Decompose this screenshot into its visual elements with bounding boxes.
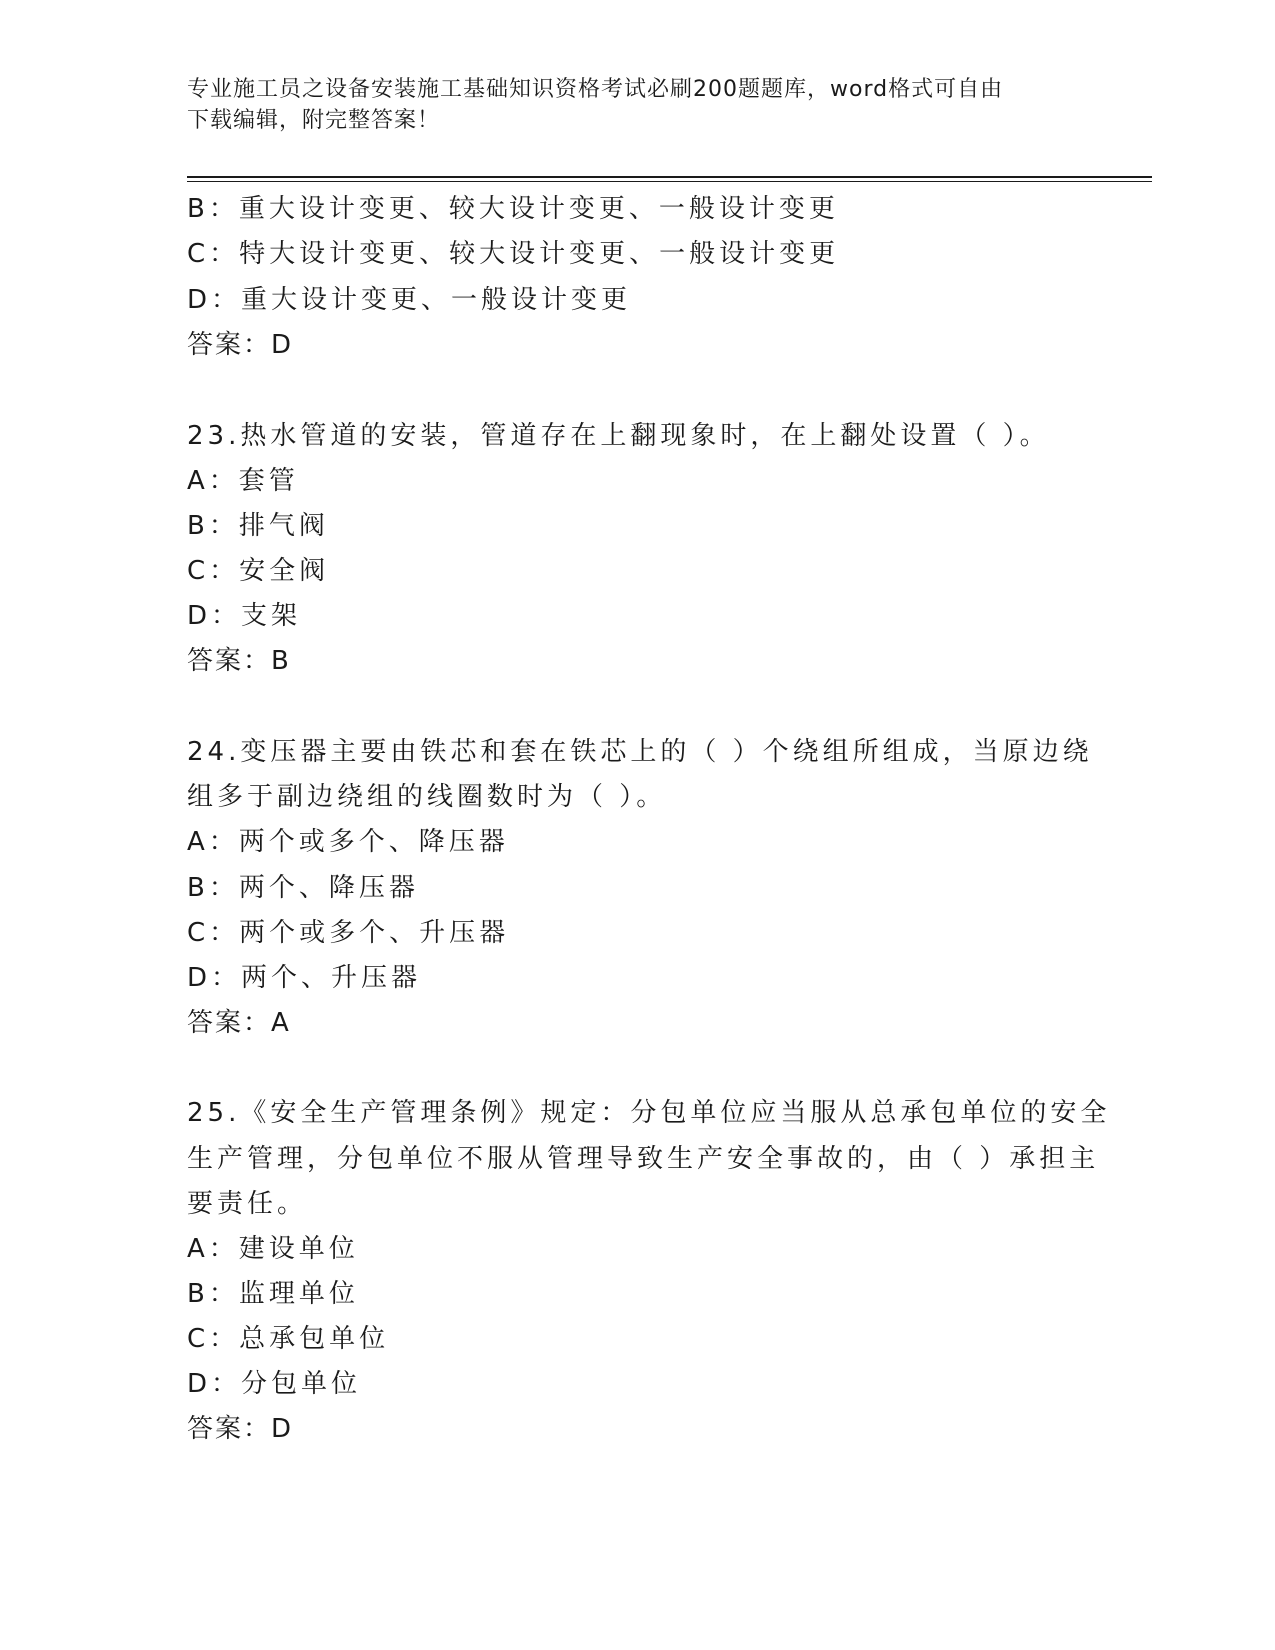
q22-option-b: B：重大设计变更、较大设计变更、一般设计变更 [187, 194, 839, 224]
q23-option-b: B：排气阀 [187, 511, 329, 541]
header-divider-thin [187, 181, 1152, 182]
header-title-line-1: 专业施工员之设备安装施工基础知识资格考试必刷200题题库，word格式可自由 [187, 77, 1004, 102]
q25-question-line-3: 要责任。 [187, 1189, 308, 1219]
q25-question-line-2: 生产管理，分包单位不服从管理导致生产安全事故的，由（ ）承担主 [187, 1144, 1100, 1174]
q22-answer: 答案：D [187, 330, 294, 360]
q25-option-b: B：监理单位 [187, 1279, 359, 1309]
q24-option-a: A：两个或多个、降压器 [187, 827, 509, 857]
q25-option-d: D：分包单位 [187, 1369, 362, 1399]
header-divider-thick [187, 176, 1152, 178]
q24-answer: 答案：A [187, 1008, 291, 1038]
q24-option-b: B：两个、降压器 [187, 873, 419, 903]
document-header [187, 74, 1067, 136]
q24-option-d: D：两个、升压器 [187, 963, 422, 993]
q23-option-d: D：支架 [187, 601, 302, 631]
q23-option-c: C：安全阀 [187, 556, 330, 586]
q24-question-line-2: 组多于副边绕组的线圈数时为（ ）。 [187, 782, 667, 812]
q23-option-a: A：套管 [187, 466, 299, 496]
q22-option-c: C：特大设计变更、较大设计变更、一般设计变更 [187, 239, 840, 269]
q25-option-c: C：总承包单位 [187, 1324, 390, 1354]
header-title-line-2: 下载编辑，附完整答案！ [187, 108, 441, 133]
q25-answer: 答案：D [187, 1414, 294, 1444]
q22-option-d: D：重大设计变更、一般设计变更 [187, 285, 632, 315]
q25-question-line-1: 25.《安全生产管理条例》规定：分包单位应当服从总承包单位的安全 [187, 1098, 1111, 1128]
q25-option-a: A：建设单位 [187, 1234, 359, 1264]
q23-question: 23.热水管道的安装，管道存在上翻现象时，在上翻处设置（ ）。 [187, 421, 1050, 451]
q23-answer: 答案：B [187, 646, 291, 676]
q24-question-line-1: 24.变压器主要由铁芯和套在铁芯上的（ ）个绕组所组成，当原边绕 [187, 737, 1093, 767]
q24-option-c: C：两个或多个、升压器 [187, 918, 510, 948]
